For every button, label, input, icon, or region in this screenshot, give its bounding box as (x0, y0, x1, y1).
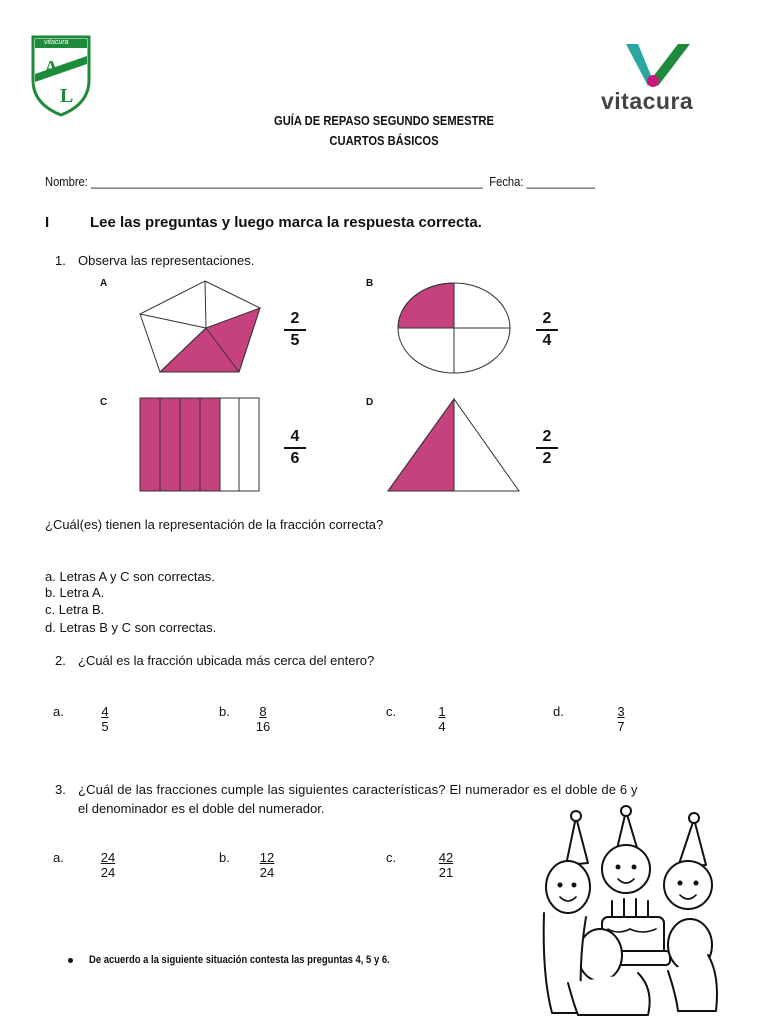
brand-name: vitacura (601, 88, 694, 114)
fraction-denominator: 5 (101, 719, 109, 734)
section-instruction: Lee las preguntas y luego marca la respuesta correcta. (90, 214, 482, 231)
svg-text:A: A (44, 57, 59, 79)
page-title: GUÍA DE REPASO SEGUNDO SEMESTRE (274, 113, 494, 128)
fraction-numerator: 2 (542, 428, 552, 445)
shield-icon (30, 34, 92, 118)
fraction-numerator: 4 (290, 428, 300, 445)
date-label: Fecha: (489, 174, 524, 189)
q3-option-a-fraction[interactable] (97, 850, 119, 880)
fraction-numerator: 12 (259, 850, 275, 865)
q1-question: ¿Cuál(es) tienen la representación de la fracción correcta? (45, 517, 384, 532)
q1-option-a[interactable]: a. Letras A y C son correctas. (45, 569, 215, 584)
v-mark-icon (600, 40, 710, 90)
q2-option-d-letter[interactable]: d. (553, 704, 564, 719)
q2-number: 2. (55, 653, 66, 668)
date-line[interactable]: ___________ (526, 174, 595, 189)
figure-c-fraction (284, 428, 306, 468)
fraction-numerator: 3 (617, 704, 625, 719)
q2-text: ¿Cuál es la fracción ubicada más cerca del entero? (78, 653, 375, 668)
q3-option-b-letter[interactable]: b. (219, 850, 230, 865)
fraction-numerator: 42 (438, 850, 454, 865)
fraction-numerator: 4 (101, 704, 109, 719)
figure-c-label: C (100, 397, 108, 408)
fraction-numerator: 24 (100, 850, 116, 865)
fraction-denominator: 6 (290, 450, 300, 467)
q1-option-d[interactable]: d. Letras B y C son correctas. (45, 620, 217, 635)
figure-c-rectangle (139, 397, 261, 493)
q2-option-a-letter[interactable]: a. (53, 704, 64, 719)
q3-text-line1: ¿Cuál de las fracciones cumple las siguientes características? El numerador es el doble de 6 y (78, 782, 638, 797)
q1-option-b[interactable]: b. Letra A. (45, 585, 105, 600)
q3-option-a-letter[interactable]: a. (53, 850, 64, 865)
page-subtitle: CUARTOS BÁSICOS (329, 133, 439, 148)
q2-option-c-letter[interactable]: c. (386, 704, 397, 719)
q3-text-line2: el denominador es el doble del numerador. (78, 801, 325, 816)
fraction-denominator: 24 (259, 865, 275, 880)
fraction-denominator: 2 (542, 450, 552, 467)
q3-option-c-letter[interactable]: c. (386, 850, 397, 865)
figure-b-fraction (536, 310, 558, 350)
school-logo-top: vitacura (44, 39, 69, 46)
figure-b-label: B (366, 278, 374, 289)
section-roman: I (45, 214, 50, 231)
fraction-numerator: 2 (542, 310, 552, 327)
bullet-instruction: De acuerdo a la siguiente situación contesta las preguntas 4, 5 y 6. (89, 954, 390, 966)
name-label: Nombre: (45, 174, 88, 189)
q1-text: Observa las representaciones. (78, 253, 255, 268)
bullet-icon (68, 958, 73, 963)
fraction-numerator: 1 (438, 704, 446, 719)
q2-option-b-letter[interactable]: b. (219, 704, 230, 719)
name-row (45, 174, 595, 189)
figure-a-label: A (100, 278, 108, 289)
fraction-denominator: 7 (617, 719, 625, 734)
q2-option-a-fraction[interactable] (97, 704, 113, 734)
q1-option-c[interactable]: c. Letra B. (45, 602, 105, 617)
birthday-party-illustration (538, 805, 724, 1017)
fraction-denominator: 4 (438, 719, 446, 734)
figure-a-pentagon (136, 278, 266, 376)
fraction-denominator: 21 (438, 865, 454, 880)
q3-option-b-fraction[interactable] (256, 850, 278, 880)
svg-text:L: L (60, 85, 74, 107)
fraction-denominator: 24 (100, 865, 116, 880)
q1-number: 1. (55, 253, 66, 268)
fraction-numerator: 2 (290, 310, 300, 327)
q3-number: 3. (55, 782, 66, 797)
figure-d-triangle (386, 397, 522, 493)
brand-logo (600, 40, 710, 118)
figure-a-fraction (284, 310, 306, 350)
q3-option-c-fraction[interactable] (435, 850, 457, 880)
name-line[interactable]: _______________________________________________________________ (90, 174, 483, 189)
q2-option-b-fraction[interactable] (253, 704, 273, 734)
fraction-denominator: 16 (255, 719, 271, 734)
fraction-numerator: 8 (259, 704, 267, 719)
figure-d-fraction (536, 428, 558, 468)
q2-option-d-fraction[interactable] (613, 704, 629, 734)
figure-b-ellipse (396, 281, 512, 375)
fraction-denominator: 5 (290, 332, 300, 349)
q2-option-c-fraction[interactable] (434, 704, 450, 734)
school-logo (30, 34, 92, 118)
figure-d-label: D (366, 397, 374, 408)
fraction-denominator: 4 (542, 332, 552, 349)
